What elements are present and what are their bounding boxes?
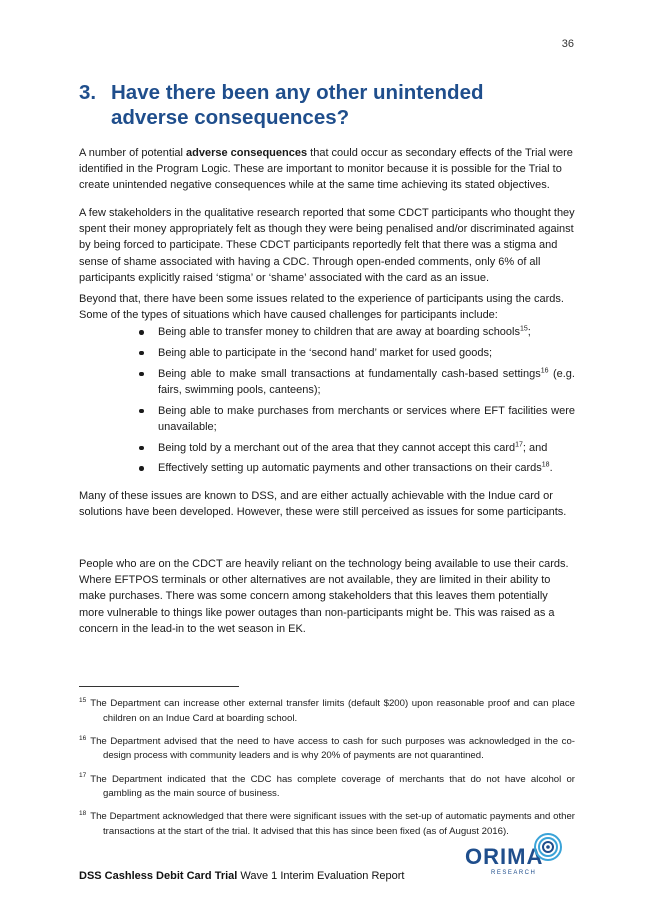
challenge-text-tail: ; and — [522, 441, 548, 454]
footnote-17 — [79, 773, 575, 802]
challenge-text: Being able to make purchases from merchants or services where EFT facilities were unavailable; — [158, 404, 575, 433]
challenge-text: Being able to participate in the ‘second hand’ market for used goods; — [158, 346, 493, 359]
footnote-text: The Department can increase other external transfer limits (default $200) upon reasonable proof and can place children on an Indue Card at boarding school. — [90, 698, 575, 724]
challenge-item — [79, 460, 575, 476]
footnote-ref[interactable]: 15 — [520, 325, 528, 333]
footnote-number: 18 — [79, 810, 87, 818]
footnotes — [79, 697, 575, 848]
page-number: 36 — [561, 38, 574, 50]
section-number: 3. — [79, 81, 97, 104]
challenge-item — [79, 366, 575, 398]
footnote-ref[interactable]: 16 — [540, 366, 549, 374]
bullet-icon — [139, 351, 144, 356]
logo-subtitle: RESEARCH — [491, 870, 537, 876]
footer-title-rest: Wave 1 Interim Evaluation Report — [237, 870, 405, 882]
challenge-text: Effectively setting up automatic payments and other transactions on their cards — [158, 462, 542, 475]
challenge-text-tail: . — [549, 462, 553, 475]
footnote-text: The Department acknowledged that there were significant issues with the set-up of automatic payments and other transactions at the start of the trial. It advised that this has since been fixed (as of August 2016). — [90, 811, 575, 837]
challenge-item — [79, 440, 575, 456]
footnote-number: 17 — [79, 772, 87, 780]
bullet-icon — [139, 409, 144, 414]
challenges-list — [79, 324, 575, 481]
challenge-item — [79, 345, 575, 361]
challenge-text-tail: (e.g. fairs, swimming pools, canteens); — [158, 367, 575, 396]
footnote-15 — [79, 697, 575, 726]
challenge-item — [79, 324, 575, 340]
paragraph-technology-reliance: People who are on the CDCT are heavily reliant on the technology being available to use their cards. Where EFTPOS terminals or other alternatives are not available, they are limited in their ability to make purchases. There was some concern among stakeholders that this leaves them potentially more vulnerable to things like power outages than non-participants might be. This was raised as a concern in the lead-in to the wet season in EK. — [79, 558, 569, 635]
footnote-ref[interactable]: 18 — [541, 461, 550, 469]
paragraph-text: that could occur as secondary effects of the Trial were identified in the Program Logic. These are important to monitor because it is possible for the Trial to create unintended negative consequences while at the same time achieving its stated objectives. — [79, 147, 573, 192]
footnote-text: The Department indicated that the CDC has complete coverage of merchants that do not have alcohol or gambling as the main source of business. — [90, 773, 575, 800]
bullet-icon — [139, 372, 144, 377]
footer-title-bold: DSS Cashless Debit Card Trial — [79, 870, 238, 882]
orima-logo — [465, 832, 565, 880]
challenge-text: Being told by a merchant out of the area that they cannot accept this card — [158, 441, 516, 454]
footnote-16 — [79, 735, 575, 764]
challenge-text-tail: ; — [527, 326, 531, 338]
section-heading — [79, 80, 559, 130]
footnote-separator — [79, 686, 239, 687]
bold-term: adverse consequences — [186, 147, 308, 159]
concentric-rings-icon — [533, 832, 563, 862]
section-title: Have there been any other unintended adverse consequences? — [111, 81, 484, 129]
challenge-item — [79, 403, 575, 435]
challenge-text: Being able to make small transactions at fundamentally cash-based settings — [158, 367, 541, 380]
bullet-icon — [139, 466, 144, 471]
report-footer — [79, 870, 404, 882]
paragraph-issues-known: Many of these issues are known to DSS, and are either actually achievable with the Indue card or solutions have been developed. However, these were still perceived as issues for some participants. — [79, 490, 567, 519]
footnote-number: 15 — [79, 696, 87, 704]
challenge-text: Being able to transfer money to children that are away at boarding schools — [158, 326, 520, 338]
footnote-text: The Department advised that the need to have access to cash for such purposes was acknowledged in the co-design process with community leaders and is why 20% of payments are not quarantined. — [90, 735, 575, 762]
footnote-number: 16 — [79, 734, 87, 742]
bullet-icon — [139, 330, 144, 335]
logo-wordmark: ORIMA — [465, 844, 544, 869]
paragraph-stigma: A few stakeholders in the qualitative research reported that some CDCT participants who thought they spent their money appropriately felt as though they were being penalised and/or discriminated against by being forced to participate. These CDCT participants reportedly felt that there was a stigma and sense of shame associated with having a CDC. Through open-ended comments, only 6% of all participants explicitly raised ‘stigma’ or ‘shame’ associated with the card as an issue. — [79, 207, 575, 284]
footnote-ref[interactable]: 17 — [515, 440, 523, 448]
paragraph-challenges-intro: Beyond that, there have been some issues related to the experience of participants using the cards. Some of the types of situations which have caused challenges for participants include: — [79, 293, 564, 322]
paragraph-adverse-consequences — [79, 145, 575, 194]
bullet-icon — [139, 446, 144, 451]
paragraph-text: A number of potential — [79, 147, 187, 159]
